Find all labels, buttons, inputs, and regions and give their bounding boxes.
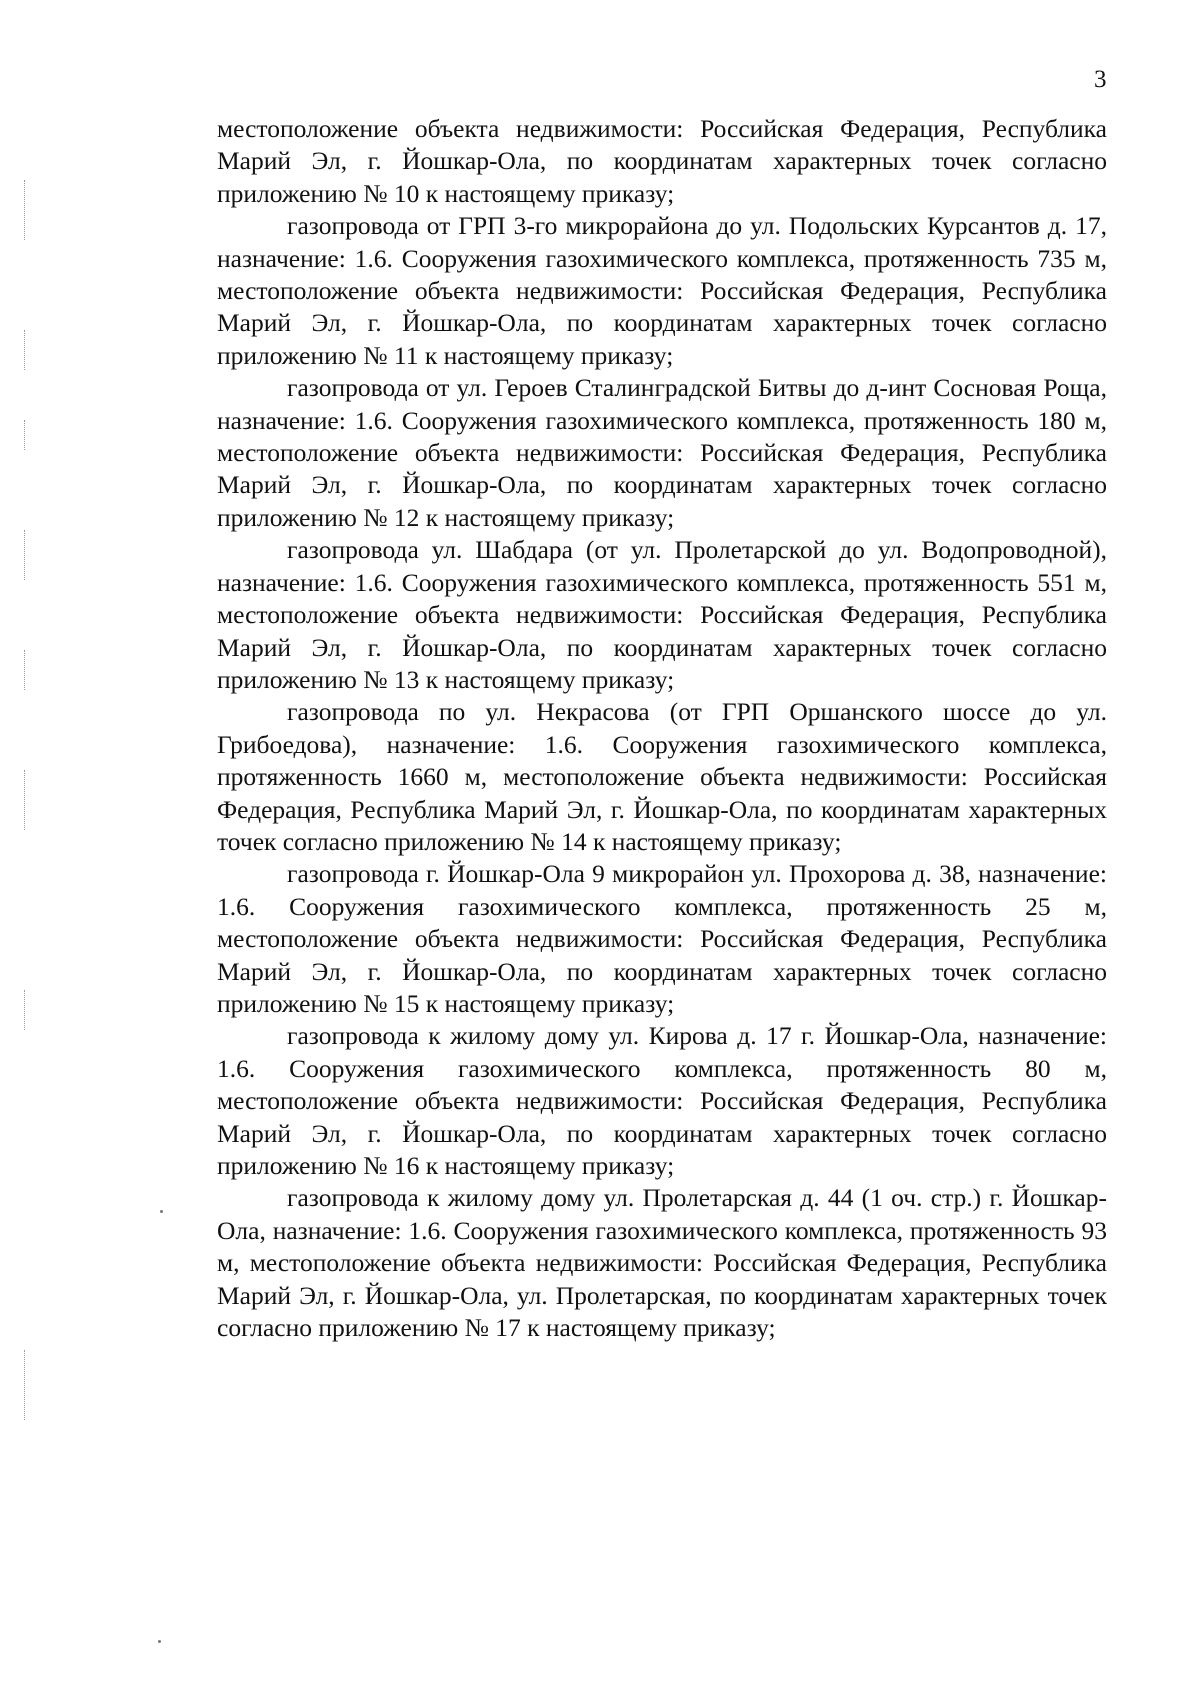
scan-artifact <box>24 990 26 1030</box>
document-body <box>217 113 1107 1344</box>
page-number: 3 <box>1094 66 1107 93</box>
paragraph: местоположение объекта недвижимости: Российская Федерация, Республика Марий Эл, г. Йошкар-Ола, по координатам характерных точек согласно приложению № 10 к настоящему приказу; <box>217 114 1107 208</box>
paragraph: газопровода ул. Шабдара (от ул. Пролетарской до ул. Водопроводной), назначение: 1.6. Сооружения газохимического комплекса, протяженность 551 м, местоположение объекта недвижимости: Российская Федерация, Республика Марий Эл, г. Йошкар-Ола, по координатам характерных точек согласно приложению № 13 к настоящему приказу; <box>217 535 1107 694</box>
paragraph: газопровода по ул. Некрасова (от ГРП Оршанского шоссе до ул. Грибоедова), назначение: 1.6. Сооружения газохимического комплекса, протяженность 1660 м, местоположение объекта недвижимости: Российская Федерация, Республика Марий Эл, г. Йошкар-Ола, по координатам характерных точек согласно приложению № 14 к настоящему приказу; <box>217 697 1107 856</box>
paragraph: газопровода к жилому дому ул. Пролетарская д. 44 (1 оч. стр.) г. Йошкар-Ола, назначение: 1.6. Сооружения газохимического комплекса, протяженность 93 м, местоположение объекта недвижимости: Российская Федерация, Республика Марий Эл, г. Йошкар-Ола, ул. Пролетарская, по координатам характерных точек согласно приложению № 17 к настоящему приказу; <box>217 1183 1107 1343</box>
scan-speck <box>160 1210 163 1213</box>
scan-artifact <box>24 420 26 450</box>
scan-artifact <box>24 650 26 690</box>
paragraph: газопровода к жилому дому ул. Кирова д. 17 г. Йошкар-Ола, назначение: 1.6. Сооружения газохимического комплекса, протяженность 80 м, местоположение объекта недвижимости: Российская Федерация, Республика Марий Эл, г. Йошкар-Ола, по координатам характерных точек согласно приложению № 16 к настоящему приказу; <box>217 1021 1107 1180</box>
paragraph: газопровода от ГРП 3-го микрорайона до ул. Подольских Курсантов д. 17, назначение: 1.6. Сооружения газохимического комплекса, протяженность 735 м, местоположение объекта недвижимости: Российская Федерация, Республика Марий Эл, г. Йошкар-Ола, по координатам характерных точек согласно приложению № 11 к настоящему приказу; <box>217 211 1107 370</box>
scan-margin-marks <box>0 0 40 1692</box>
scan-artifact <box>24 770 26 830</box>
scan-speck <box>158 1640 161 1643</box>
paragraph: газопровода г. Йошкар-Ола 9 микрорайон ул. Прохорова д. 38, назначение: 1.6. Сооружения газохимического комплекса, протяженность 25 м, местоположение объекта недвижимости: Российская Федерация, Республика Марий Эл, г. Йошкар-Ола, по координатам характерных точек согласно приложению № 15 к настоящему приказу; <box>217 859 1107 1018</box>
paragraph: газопровода от ул. Героев Сталинградской Битвы до д-инт Сосновая Роща, назначение: 1.6. Сооружения газохимического комплекса, протяженность 180 м, местоположение объекта недвижимости: Российская Федерация, Республика Марий Эл, г. Йошкар-Ола, по координатам характерных точек согласно приложению № 12 к настоящему приказу; <box>217 373 1107 532</box>
scan-artifact <box>24 180 26 240</box>
scan-artifact <box>24 330 26 370</box>
scan-artifact <box>24 1350 26 1420</box>
scan-artifact <box>24 530 26 580</box>
